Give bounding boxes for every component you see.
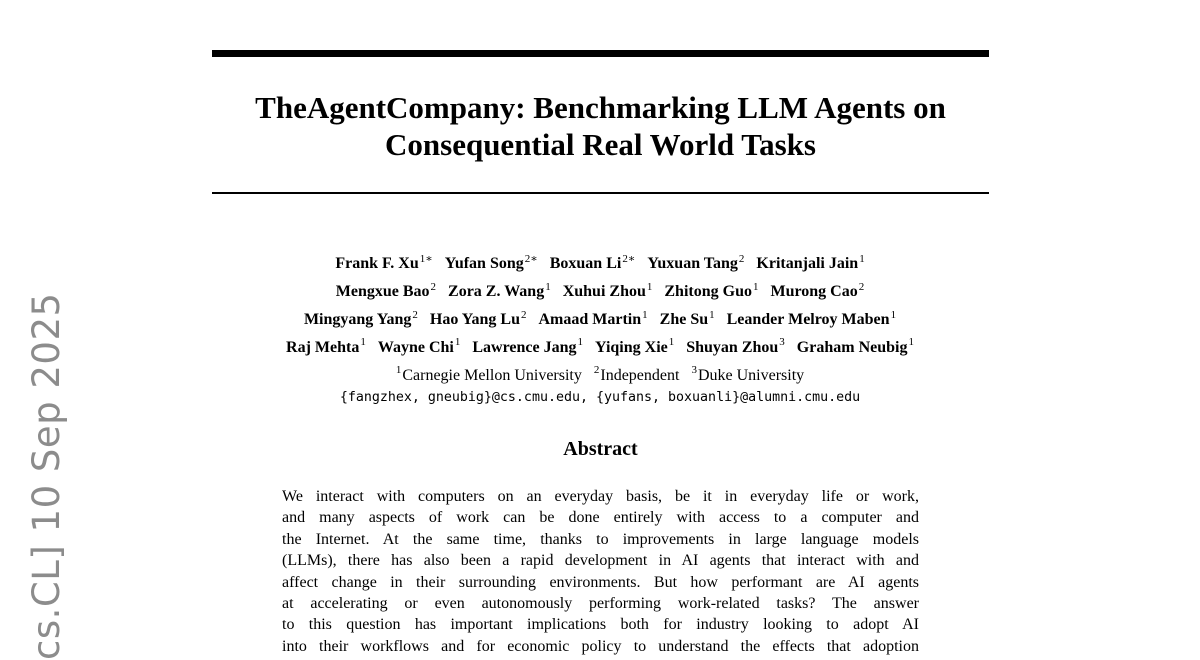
author-name: Wayne Chi bbox=[377, 338, 454, 356]
arxiv-stamp: cs.CL] 10 Sep 2025 bbox=[25, 292, 68, 660]
author bbox=[770, 280, 865, 301]
author-name: Amaad Martin bbox=[538, 310, 642, 328]
author-affiliation-mark: 2 bbox=[430, 280, 437, 293]
affiliation-mark: 2 bbox=[593, 364, 600, 377]
author bbox=[377, 336, 461, 356]
author-affiliation-mark: 1 bbox=[668, 336, 675, 349]
author-affiliation-mark: 3 bbox=[779, 336, 785, 349]
abstract-line: at accelerating or even autonomously performing work-related tasks? The answer bbox=[282, 595, 919, 613]
author-name: Boxuan Li bbox=[549, 255, 622, 273]
author bbox=[726, 308, 897, 328]
author-affiliation-mark: 2 bbox=[520, 308, 527, 321]
author-affiliation-mark: 2 bbox=[858, 280, 865, 293]
author-line bbox=[150, 331, 1050, 359]
author bbox=[448, 280, 551, 301]
author-affiliation-mark: 1 bbox=[642, 308, 648, 321]
author-name: Yufan Song bbox=[444, 255, 524, 273]
author bbox=[335, 280, 437, 301]
abstract-line: into their workflows and for economic policy to understand the effects that adoption bbox=[282, 637, 919, 655]
author-name: Zhe Su bbox=[659, 310, 709, 328]
author-name: Yiqing Xie bbox=[594, 338, 668, 356]
author bbox=[550, 255, 636, 272]
top-rule bbox=[212, 50, 989, 57]
author bbox=[335, 255, 432, 272]
author-name: Frank F. Xu bbox=[335, 255, 419, 273]
author-name: Lawrence Jang bbox=[472, 338, 577, 356]
abstract-line: and many aspects of work can be done entirely with access to a computer and bbox=[282, 509, 919, 527]
author-affiliation-mark: 1 bbox=[454, 336, 461, 349]
author-name: Mengxue Bao bbox=[335, 283, 430, 301]
author-lines bbox=[150, 248, 1050, 359]
abstract-line: the Internet. At the same time, thanks to improvements in large language models bbox=[282, 530, 919, 548]
author bbox=[659, 308, 715, 328]
author-name: Zora Z. Wang bbox=[448, 283, 545, 301]
abstract-line: affect change in their surrounding environments. But how performant are AI agents bbox=[282, 573, 919, 591]
affiliation bbox=[691, 364, 805, 384]
affiliation-name: Independent bbox=[600, 366, 680, 384]
affiliation-name: Carnegie Mellon University bbox=[402, 366, 582, 384]
author-affiliation-mark: 1∗ bbox=[419, 253, 433, 265]
author-affiliation-mark: 1 bbox=[709, 308, 715, 321]
author-line bbox=[150, 304, 1050, 332]
author-affiliation-mark: 2∗ bbox=[524, 253, 538, 265]
author-affiliation-mark: 2 bbox=[738, 253, 745, 265]
author bbox=[647, 255, 744, 272]
author bbox=[756, 255, 864, 272]
abstract-body bbox=[282, 486, 919, 657]
author-affiliation-mark: 1 bbox=[890, 308, 897, 321]
author bbox=[286, 336, 366, 356]
author-name: Zhitong Guo bbox=[664, 283, 752, 301]
author-affiliation-mark: 1 bbox=[646, 280, 653, 293]
author-affiliation-mark: 1 bbox=[908, 336, 914, 349]
author-name: Raj Mehta bbox=[286, 338, 360, 356]
author-name: Murong Cao bbox=[770, 283, 858, 301]
affiliation bbox=[395, 364, 582, 384]
author bbox=[796, 336, 914, 356]
affiliation-name: Duke University bbox=[697, 366, 805, 384]
affiliation bbox=[593, 364, 680, 384]
author-name: Graham Neubig bbox=[796, 338, 908, 356]
author-name: Yuxuan Tang bbox=[647, 255, 738, 273]
author-affiliation-mark: 2∗ bbox=[622, 253, 636, 265]
author bbox=[429, 308, 527, 328]
emails: {fangzhex, gneubig}@cs.cmu.edu, {yufans, boxuanli}@alumni.cmu.edu bbox=[339, 390, 861, 406]
abstract-line: to this question has important implications both for industry looking to adopt AI bbox=[282, 616, 919, 634]
author bbox=[303, 308, 418, 328]
author-affiliation-mark: 1 bbox=[859, 253, 865, 265]
author-affiliation-mark: 1 bbox=[545, 280, 551, 293]
author-name: Mingyang Yang bbox=[303, 310, 412, 328]
author bbox=[686, 336, 785, 356]
title-line: Consequential Real World Tasks bbox=[385, 127, 816, 162]
affiliations bbox=[150, 359, 1050, 387]
affiliation-mark: 3 bbox=[691, 364, 697, 377]
abstract-heading: Abstract bbox=[563, 438, 638, 460]
paper-title bbox=[212, 89, 989, 163]
author bbox=[562, 280, 653, 301]
title-line: TheAgentCompany: Benchmarking LLM Agents on bbox=[255, 90, 946, 125]
author-affiliation-mark: 2 bbox=[412, 308, 418, 321]
author bbox=[594, 336, 675, 356]
author-name: Shuyan Zhou bbox=[686, 338, 779, 356]
author-line bbox=[150, 276, 1050, 304]
author bbox=[445, 255, 538, 272]
author bbox=[538, 308, 648, 328]
author-name: Xuhui Zhou bbox=[562, 283, 646, 301]
author bbox=[664, 280, 759, 301]
author-name: Hao Yang Lu bbox=[429, 310, 520, 328]
author-name: Kritanjali Jain bbox=[756, 255, 859, 273]
author-block bbox=[150, 248, 1050, 410]
author-affiliation-mark: 1 bbox=[577, 336, 583, 349]
bottom-rule bbox=[212, 192, 989, 194]
author-name: Leander Melroy Maben bbox=[726, 310, 890, 328]
author bbox=[472, 336, 583, 356]
author-affiliation-mark: 1 bbox=[360, 336, 366, 349]
author-affiliation-mark: 1 bbox=[752, 280, 759, 293]
affiliation-mark: 1 bbox=[395, 364, 402, 377]
author-line bbox=[150, 248, 1050, 276]
abstract-line: (LLMs), there has also been a rapid development in AI agents that interact with and bbox=[282, 552, 919, 570]
abstract-line: We interact with computers on an everyday basis, be it in everyday life or work, bbox=[282, 488, 919, 505]
